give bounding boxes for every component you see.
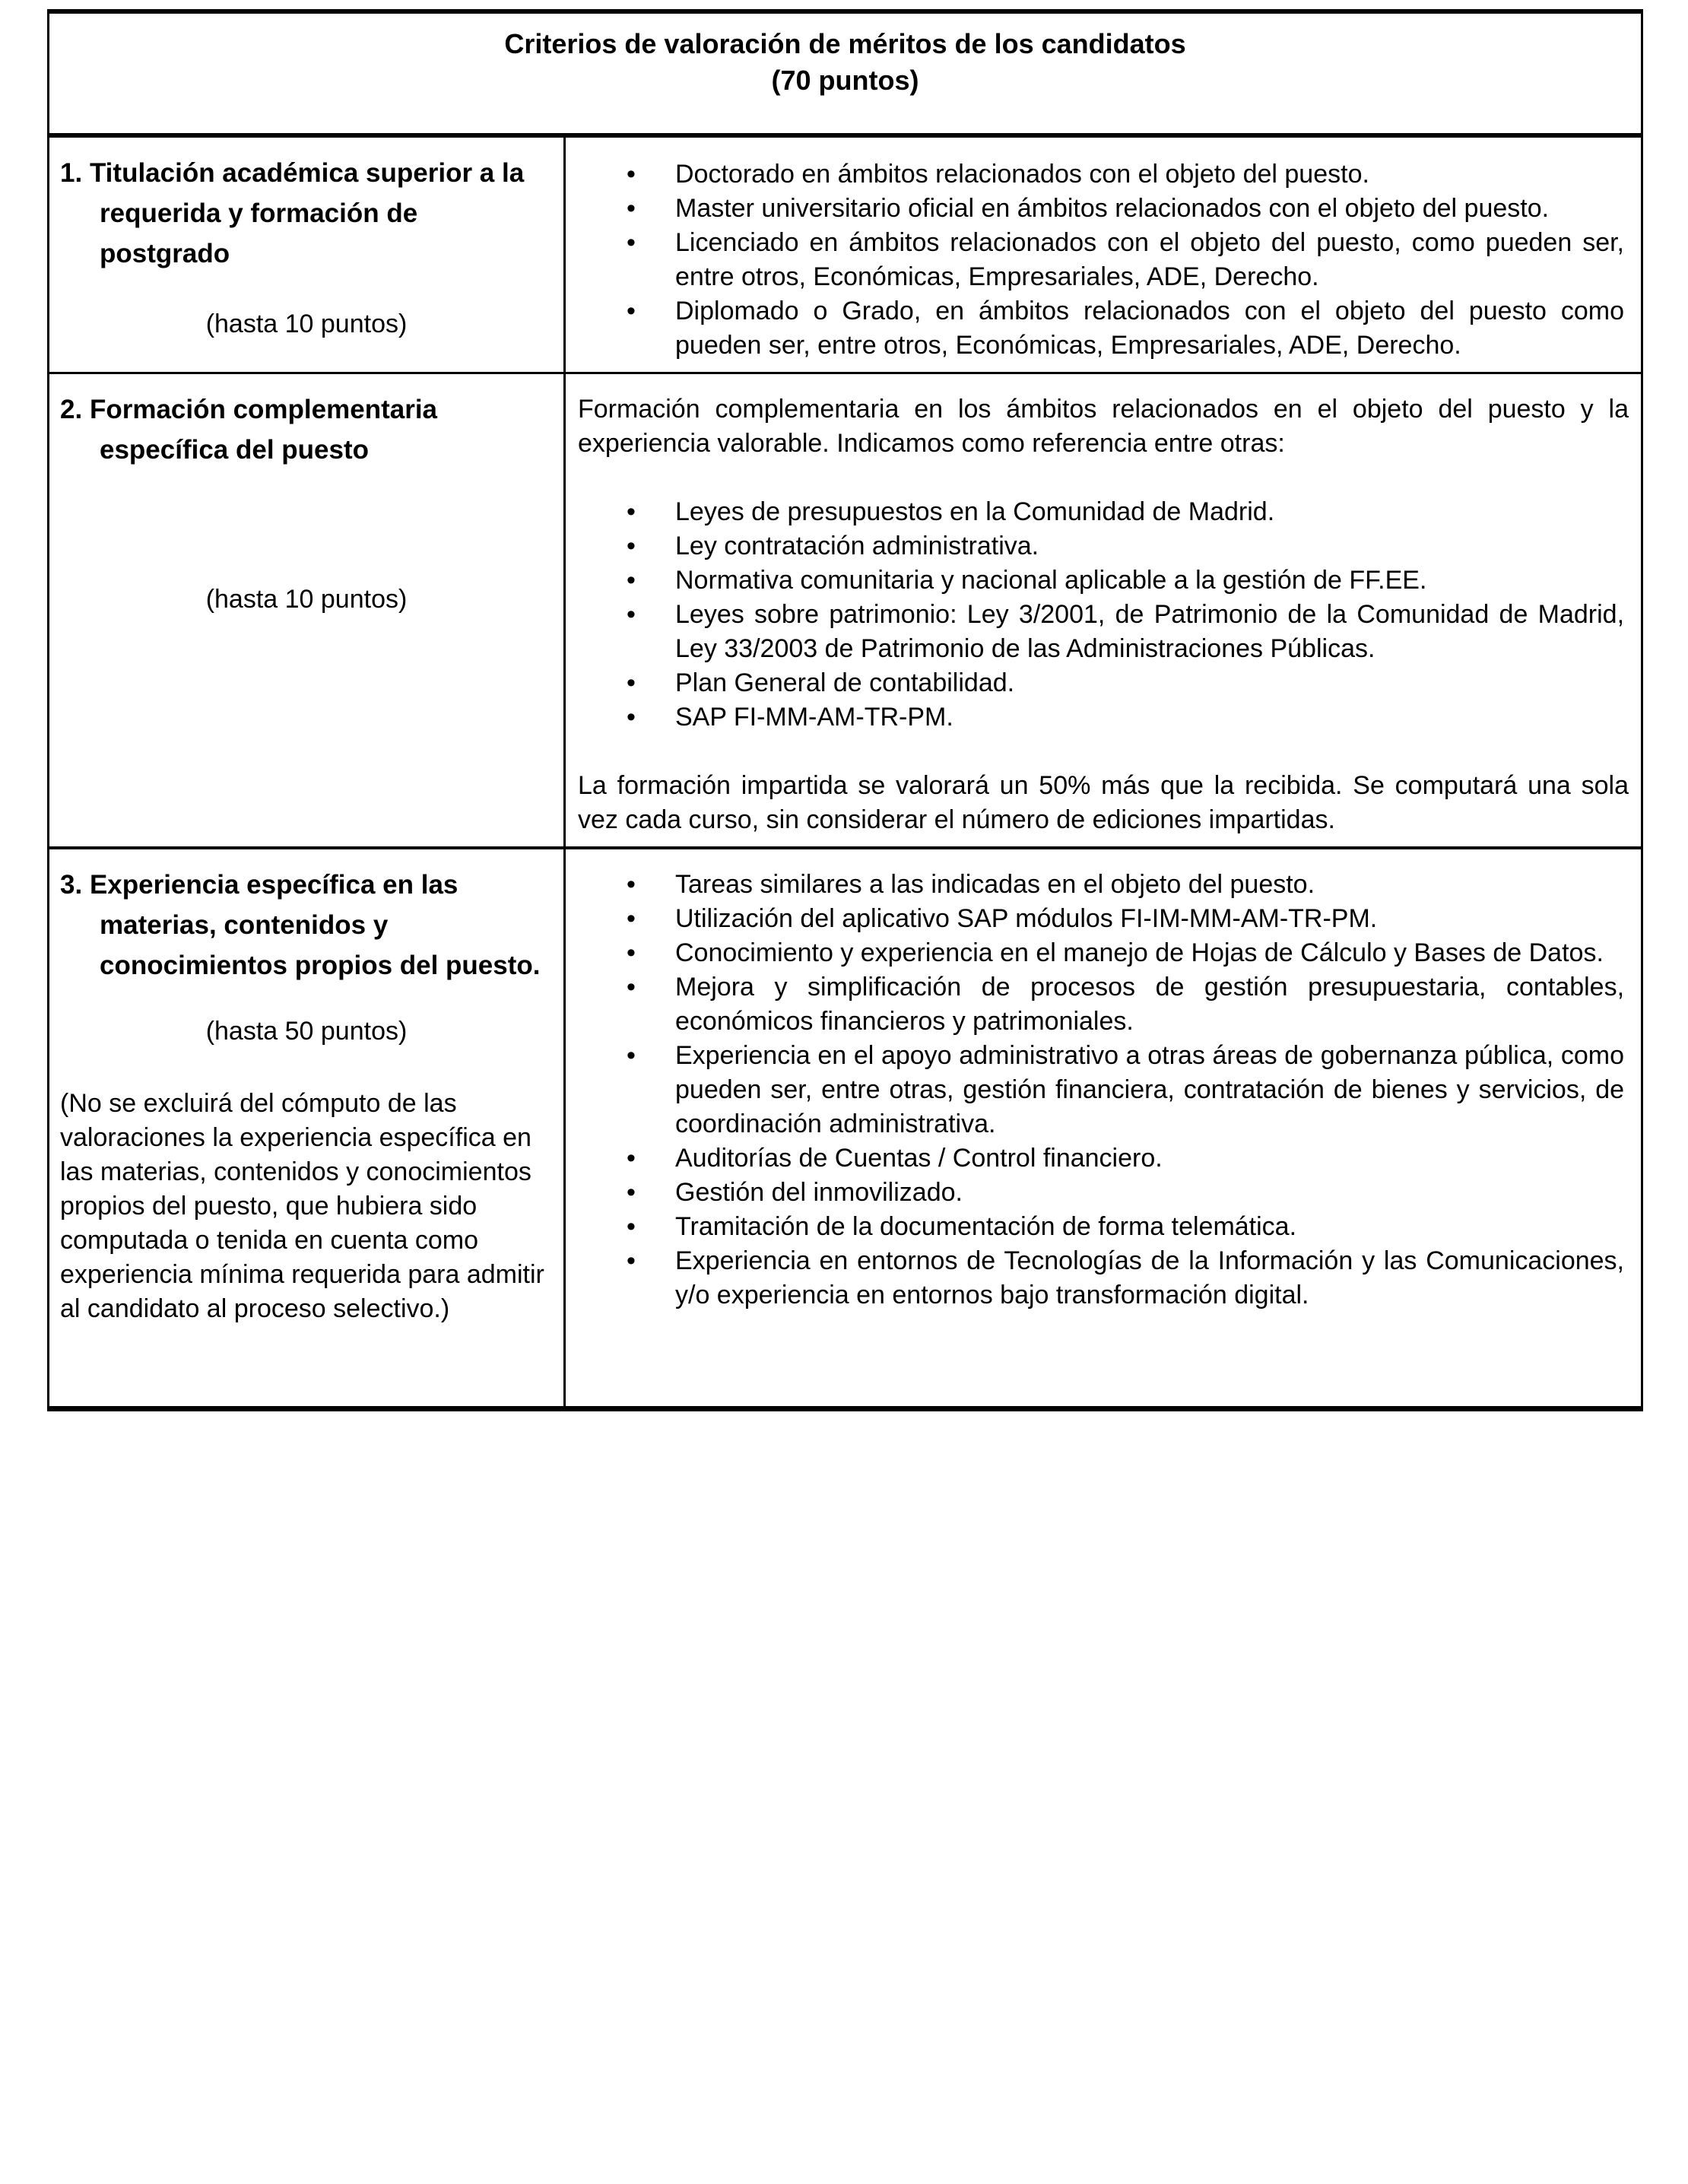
criterion-2-number: 2. xyxy=(60,395,83,424)
bullet-item: • Normativa comunitaria y nacional aplicable a la gestión de FF.EE. xyxy=(675,563,1624,598)
bullet-item: • Mejora y simplificación de procesos de gestión presupuestaria, contables, económicos financieros y patrimoniales. xyxy=(675,970,1624,1039)
criterion-1-bullet-list xyxy=(578,157,1629,363)
criterion-1-heading xyxy=(60,153,553,274)
criterion-2-bullet-list xyxy=(578,495,1629,735)
bullet-item: • Diplomado o Grado, en ámbitos relacionados con el objeto del puesto como pueden ser, entre otros, Económicas, Empresariales, ADE, Derecho. xyxy=(675,294,1624,363)
bullet-item: • Licenciado en ámbitos relacionados con el objeto del puesto, como pueden ser, entre otros, Económicas, Empresariales, ADE, Derecho. xyxy=(675,226,1624,294)
bullet-item: • Auditorías de Cuentas / Control financiero. xyxy=(675,1141,1624,1176)
criterion-1-details-cell xyxy=(565,135,1642,373)
bullet-item: • Master universitario oficial en ámbitos relacionados con el objeto del puesto. xyxy=(675,192,1624,226)
criterion-3-details-cell xyxy=(565,848,1642,1408)
table-title-cell xyxy=(49,11,1642,135)
table-title-points: (70 puntos) xyxy=(771,65,919,96)
bullet-item: • Leyes sobre patrimonio: Ley 3/2001, de Patrimonio de la Comunidad de Madrid, Ley 33/2003 de Patrimonio de las Administraciones Públicas. xyxy=(675,598,1624,666)
criterion-2-cell xyxy=(49,373,565,849)
bullet-item: • Experiencia en entornos de Tecnologías de la Información y las Comunicaciones, y/o experiencia en entornos bajo transformación digital. xyxy=(675,1244,1624,1313)
criterion-3-note: (No se excluirá del cómputo de las valoraciones la experiencia específica en las materias, contenidos y conocimientos propios del puesto, que hubiera sido computada o tenida en cuenta como experiencia mínima requerida para admitir al candidato al proceso selectivo.) xyxy=(60,1089,544,1323)
bullet-item: • SAP FI-MM-AM-TR-PM. xyxy=(675,700,1624,735)
criterion-1-number: 1. xyxy=(60,158,83,188)
criterion-3-number: 3. xyxy=(60,870,83,900)
criterion-2-row xyxy=(49,373,1642,849)
bullet-item: • Conocimiento y experiencia en el manejo de Hojas de Cálculo y Bases de Datos. xyxy=(675,936,1624,970)
criterion-3-bullet-list xyxy=(578,868,1629,1313)
bullet-item: • Gestión del inmovilizado. xyxy=(675,1176,1624,1210)
criterion-3-title: Experiencia específica en las materias, contenidos y conocimientos propios del puesto. xyxy=(89,870,541,980)
criterion-2-footer: La formación impartida se valorará un 50% más que la recibida. Se computará una sola vez cada curso, sin considerar el número de ediciones impartidas. xyxy=(578,771,1629,834)
bullet-item: • Plan General de contabilidad. xyxy=(675,666,1624,700)
criterion-2-points: (hasta 10 puntos) xyxy=(205,585,408,614)
table-header-row xyxy=(49,11,1642,135)
criterion-2-intro: Formación complementaria en los ámbitos relacionados en el objeto del puesto y la experiencia valorable. Indicamos como referencia entre otras: xyxy=(578,395,1629,458)
bullet-item: • Ley contratación administrativa. xyxy=(675,529,1624,563)
bullet-item: • Tareas similares a las indicadas en el objeto del puesto. xyxy=(675,868,1624,902)
criterion-3-points: (hasta 50 puntos) xyxy=(205,1017,408,1046)
criterion-2-details-cell xyxy=(565,373,1642,849)
criterion-3-heading xyxy=(60,865,553,986)
criteria-table xyxy=(47,9,1643,1411)
bullet-item: • Experiencia en el apoyo administrativo a otras áreas de gobernanza pública, como pueden ser, entre otras, gestión financiera, contratación de bienes y servicios, de coordinación administrativa. xyxy=(675,1039,1624,1141)
criterion-2-title: Formación complementaria específica del puesto xyxy=(89,395,438,465)
criterion-1-points: (hasta 10 puntos) xyxy=(205,310,408,338)
bullet-item: • Utilización del aplicativo SAP módulos FI-IM-MM-AM-TR-PM. xyxy=(675,902,1624,936)
bullet-item: • Tramitación de la documentación de forma telemática. xyxy=(675,1210,1624,1244)
criterion-1-title: Titulación académica superior a la requerida y formación de postgrado xyxy=(89,158,525,268)
criterion-3-row xyxy=(49,848,1642,1408)
criterion-1-cell xyxy=(49,135,565,373)
bullet-item: • Doctorado en ámbitos relacionados con el objeto del puesto. xyxy=(675,157,1624,192)
table-title: Criterios de valoración de méritos de los candidatos xyxy=(504,28,1186,59)
bullet-item: • Leyes de presupuestos en la Comunidad de Madrid. xyxy=(675,495,1624,529)
criterion-2-heading xyxy=(60,389,553,470)
criterion-1-row xyxy=(49,135,1642,373)
criterion-3-cell xyxy=(49,848,565,1408)
